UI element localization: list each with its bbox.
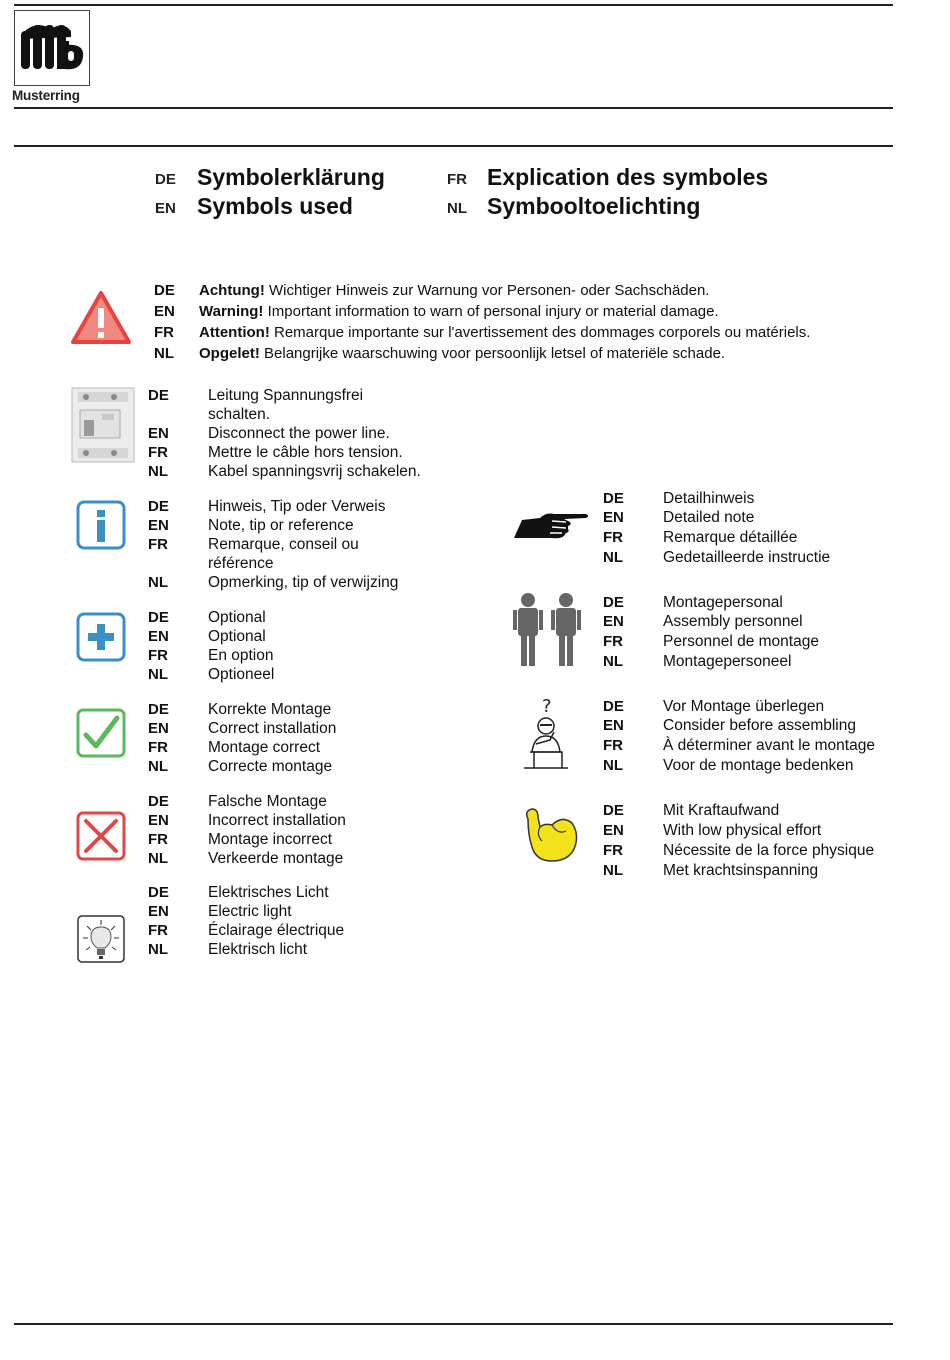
warning-text-en: Important information to warn of personal injury or material damage. [263,303,719,320]
info-icon [76,500,126,550]
detail-text-de: Detailhinweis [663,490,755,507]
light-text-en: Electric light [208,903,292,920]
incorrect-code-de: DE [148,793,169,810]
effort-code-en: EN [603,822,624,839]
personnel-text-en: Assembly personnel [663,613,803,630]
detail-code-nl: NL [603,549,623,566]
incorrect-code-en: EN [148,812,169,829]
thinking-person-icon [520,694,572,772]
brand-name: Musterring [12,88,80,103]
power-code-fr: FR [148,444,168,461]
personnel-code-nl: NL [603,653,623,670]
section-rule [14,145,893,147]
plus-icon [76,612,126,662]
musterring-logo [14,10,90,86]
info-code-de: DE [148,498,169,515]
optional-code-en: EN [148,628,169,645]
light-text-nl: Elektrisch licht [208,941,308,958]
effort-code-nl: NL [603,862,623,879]
circuit-breaker-icon [70,386,136,464]
heading-de-title: Symbolerklärung [197,164,385,190]
light-text-fr: Éclairage électrique [208,922,345,939]
correct-text-fr: Montage correct [208,739,320,756]
warning-code-de: DE [154,282,175,299]
svg-text:?: ? [542,696,552,717]
logo-mark-icon [15,11,89,85]
heading-fr-title: Explication des symboles [487,164,769,190]
warning-text-fr: Remarque importante sur l'avertissement des dommages corporels ou matériels. [269,324,811,341]
power-text-fr: Mettre le câble hors tension. [208,444,403,461]
light-code-en: EN [148,903,169,920]
info-text-fr: Remarque, conseil ou [208,536,359,553]
consider-text-nl: Voor de montage bedenken [663,757,854,774]
power-text-en: Disconnect the power line. [208,425,390,442]
warning-text-nl: Belangrijke waarschuwing voor persoonlijk letsel of materiële schade. [259,345,726,362]
incorrect-text-de: Falsche Montage [208,793,327,810]
warning-triangle-icon [70,290,132,346]
warning-line-nl [199,345,725,362]
checkmark-icon [76,708,126,758]
incorrect-text-nl: Verkeerde montage [208,850,344,867]
light-code-nl: NL [148,941,168,958]
warning-code-nl: NL [154,345,174,362]
optional-text-nl: Optioneel [208,666,275,683]
consider-code-nl: NL [603,757,623,774]
info-code-en: EN [148,517,169,534]
warning-label-de: Achtung! [199,282,265,299]
footer-rule [14,1323,893,1325]
personnel-code-de: DE [603,594,624,611]
warning-label-en: Warning! [199,303,264,320]
personnel-text-nl: Montagepersoneel [663,653,792,670]
detail-text-nl: Gedetailleerde instructie [663,549,831,566]
incorrect-code-fr: FR [148,831,168,848]
heading-en-code: EN [155,200,176,217]
top-rule [14,4,893,6]
correct-code-nl: NL [148,758,168,775]
heading-de-code: DE [155,171,176,188]
warning-code-fr: FR [154,324,174,341]
power-text-de-cont: schalten. [208,406,271,423]
correct-text-nl: Correcte montage [208,758,333,775]
warning-label-nl: Opgelet! [199,345,260,362]
consider-code-en: EN [603,717,624,734]
warning-line-de [199,282,709,299]
consider-code-de: DE [603,698,624,715]
info-text-fr-cont: référence [208,555,274,572]
heading-nl-code: NL [447,200,467,217]
personnel-code-en: EN [603,613,624,630]
power-code-en: EN [148,425,169,442]
effort-text-fr: Nécessite de la force physique [663,842,875,859]
effort-text-en: With low physical effort [663,822,822,839]
optional-text-en: Optional [208,628,266,645]
personnel-text-fr: Personnel de montage [663,633,819,650]
light-text-de: Elektrisches Licht [208,884,329,901]
info-text-en: Note, tip or reference [208,517,354,534]
info-text-nl: Opmerking, tip of verwijzing [208,574,399,591]
consider-text-en: Consider before assembling [663,717,856,734]
effort-text-de: Mit Kraftaufwand [663,802,780,819]
header-rule [14,107,893,109]
cross-icon [76,811,126,861]
detail-code-fr: FR [603,529,623,546]
personnel-text-de: Montagepersonal [663,594,783,611]
effort-code-de: DE [603,802,624,819]
correct-text-en: Correct installation [208,720,337,737]
pointing-hand-icon [512,506,592,542]
heading-en-title: Symbols used [197,193,353,219]
detail-code-de: DE [603,490,624,507]
info-text-de: Hinweis, Tip oder Verweis [208,498,386,515]
personnel-code-fr: FR [603,633,623,650]
detail-text-en: Detailed note [663,509,755,526]
consider-text-fr: À déterminer avant le montage [663,737,875,754]
heading-fr-code: FR [447,171,467,188]
power-code-de: DE [148,387,169,404]
info-code-nl: NL [148,574,168,591]
warning-code-en: EN [154,303,175,320]
flexed-arm-icon [522,805,580,865]
effort-text-nl: Met krachtsinspanning [663,862,819,879]
detail-code-en: EN [603,509,624,526]
power-text-de: Leitung Spannungsfrei [208,387,364,404]
light-bulb-icon [76,914,126,964]
two-persons-icon [512,592,582,668]
incorrect-code-nl: NL [148,850,168,867]
optional-text-fr: En option [208,647,274,664]
power-code-nl: NL [148,463,168,480]
warning-label-fr: Attention! [199,324,270,341]
optional-code-de: DE [148,609,169,626]
light-code-de: DE [148,884,169,901]
optional-code-nl: NL [148,666,168,683]
correct-text-de: Korrekte Montage [208,701,332,718]
effort-code-fr: FR [603,842,623,859]
consider-text-de: Vor Montage überlegen [663,698,825,715]
correct-code-de: DE [148,701,169,718]
warning-line-fr [199,324,810,341]
power-text-nl: Kabel spanningsvrij schakelen. [208,463,421,480]
light-code-fr: FR [148,922,168,939]
optional-code-fr: FR [148,647,168,664]
incorrect-text-en: Incorrect installation [208,812,346,829]
correct-code-fr: FR [148,739,168,756]
info-code-fr: FR [148,536,168,553]
detail-text-fr: Remarque détaillée [663,529,798,546]
incorrect-text-fr: Montage incorrect [208,831,333,848]
heading-nl-title: Symbooltoelichting [487,193,701,219]
optional-text-de: Optional [208,609,266,626]
consider-code-fr: FR [603,737,623,754]
warning-line-en [199,303,719,320]
warning-text-de: Wichtiger Hinweis zur Warnung vor Personen- oder Sachschäden. [264,282,710,299]
correct-code-en: EN [148,720,169,737]
